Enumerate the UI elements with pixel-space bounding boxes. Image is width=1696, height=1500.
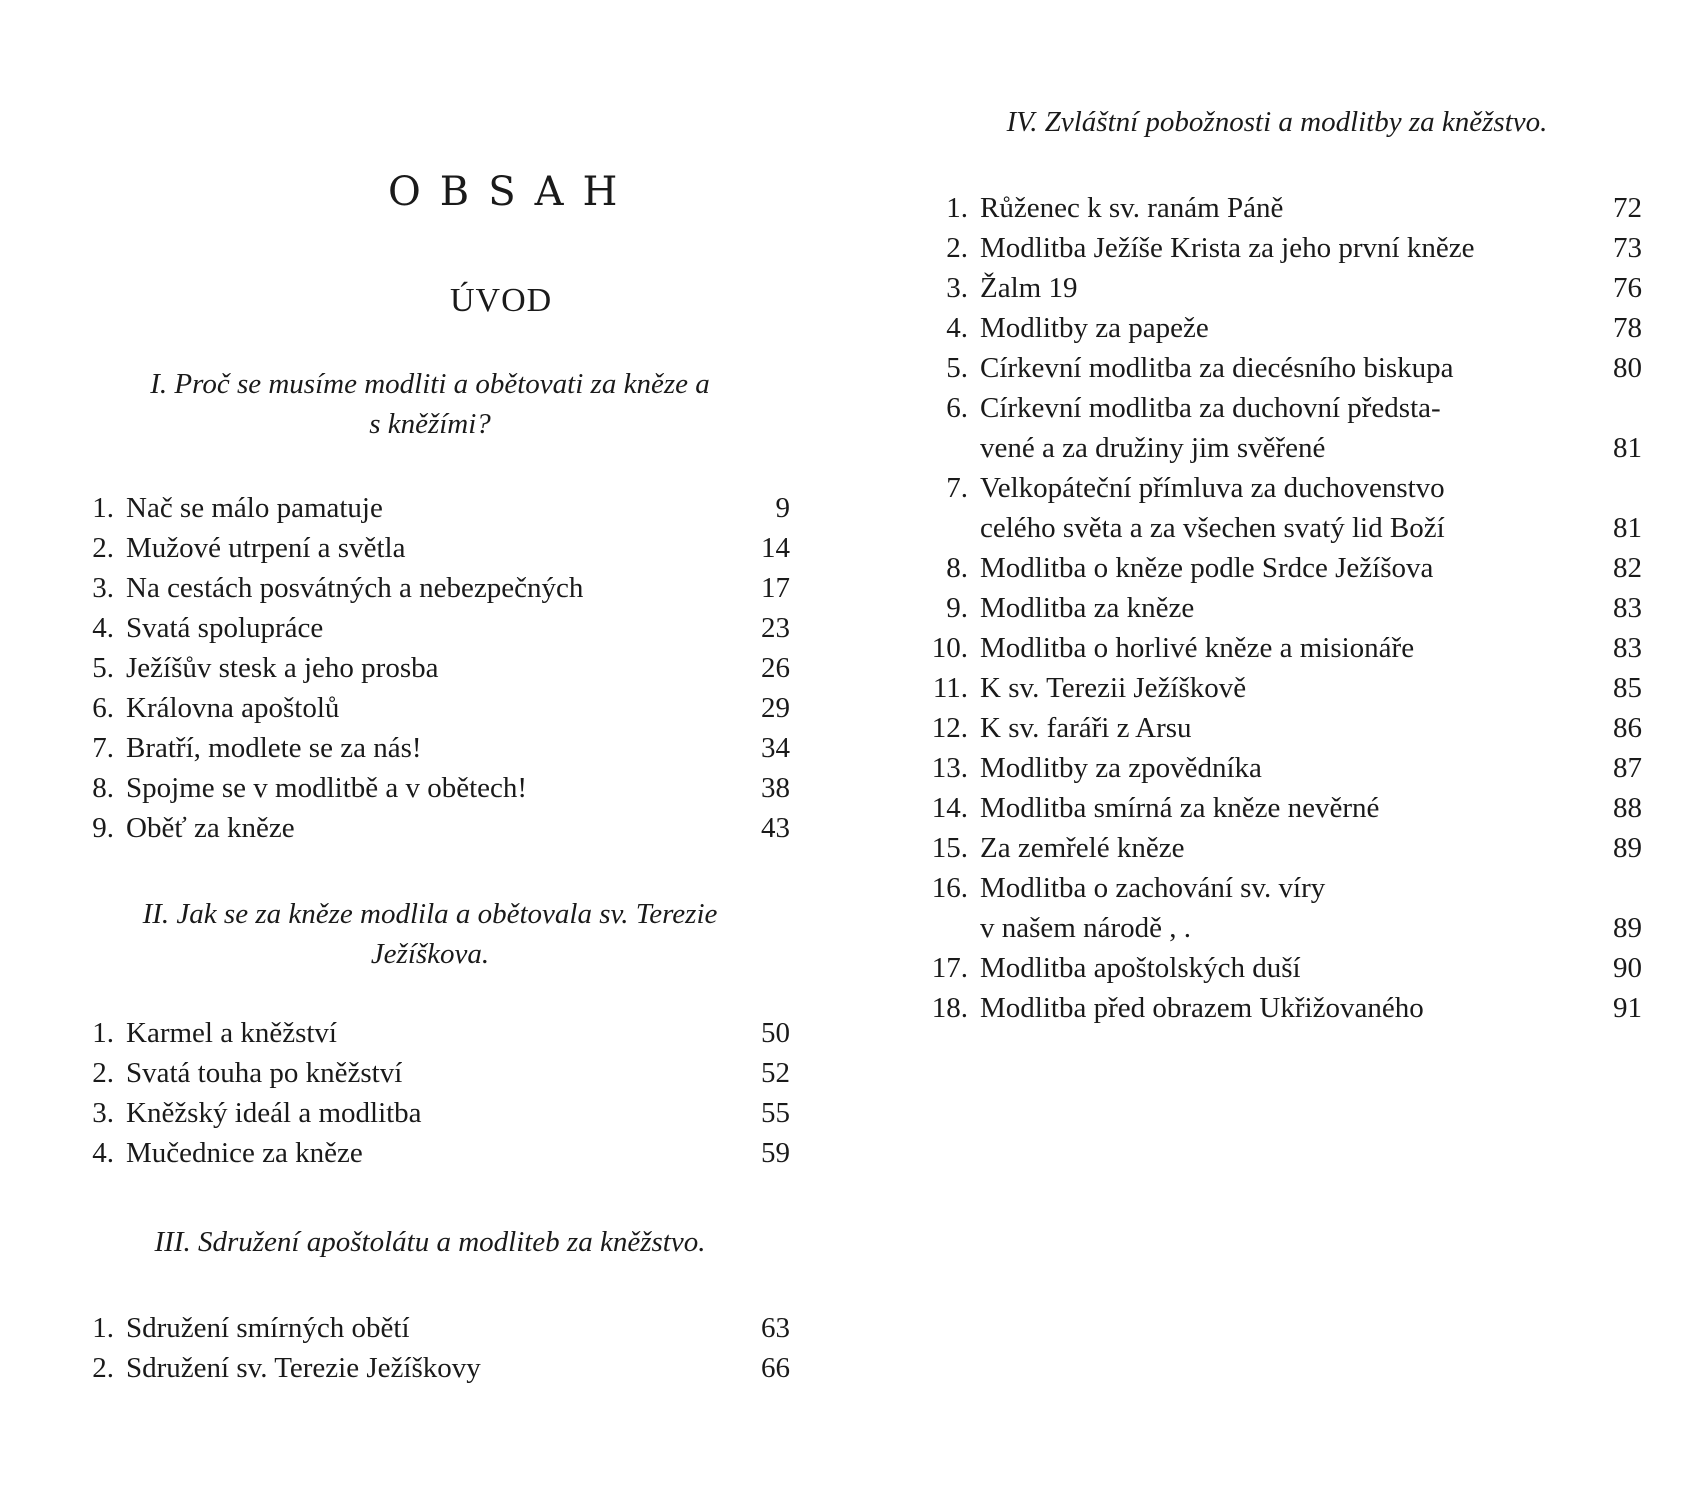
part-heading-line: III. Sdružení apoštolátu a modliteb za kněžstvo. [154,1226,706,1258]
part-3-list [70,1308,790,1388]
toc-entry-number: 8. [946,552,968,584]
toc-entry-title: Modlitba o kněze podle Srdce Ježíšova [980,552,1434,584]
toc-entry-page: 73 [1613,232,1642,264]
toc-entry-number: 10. [931,632,968,664]
toc-entry [912,628,1642,668]
toc-entry-page: 59 [761,1137,790,1169]
toc-entry-title: Na cestách posvátných a nebezpečných [126,572,584,604]
toc-entry [912,988,1642,1028]
toc-entry-number: 5. [92,652,114,684]
toc-entry-page: 26 [761,652,790,684]
toc-entry-title: Kněžský ideál a modlitba [126,1097,422,1129]
toc-entry-page: 81 [1613,432,1642,464]
toc-entry [70,608,790,648]
toc-entry [912,588,1642,628]
toc-entry-number: 9. [92,812,114,844]
toc-entry-number: 3. [92,1097,114,1129]
part-heading-line: II. Jak se za kněze modlila a obětovala sv. Terezie [142,898,718,930]
part-2-list [70,1013,790,1173]
toc-entry-title: Modlitba Ježíše Krista za jeho první kněze [980,232,1475,264]
toc-entry-number: 2. [92,1057,114,1089]
toc-entry-title: Mučednice za kněze [126,1137,363,1169]
toc-entry-title: Sdružení smírných obětí [126,1312,410,1344]
toc-entry-number: 6. [946,392,968,424]
toc-entry-number: 3. [92,572,114,604]
toc-entry [912,828,1642,868]
toc-entry-page: 82 [1613,552,1642,584]
part-2-heading [70,894,790,974]
toc-entry [912,268,1642,308]
toc-entry [70,1133,790,1173]
toc-entry-page: 38 [761,772,790,804]
toc-entry-page: 17 [761,572,790,604]
toc-entry [912,868,1642,948]
part-heading-line: I. Proč se musíme modliti a obětovati za kněze a [150,368,710,400]
toc-entry-number: 2. [92,1352,114,1384]
toc-entry-title: Bratří, modlete se za nás! [126,732,422,764]
toc-entry-title: Za zemřelé kněze [980,832,1185,864]
toc-entry-page: 89 [1613,912,1642,944]
toc-entry-page: 89 [1613,832,1642,864]
toc-entry-number: 18. [931,992,968,1024]
toc-entry [70,1013,790,1053]
toc-entry-title: Modlitby za zpovědníka [980,752,1262,784]
toc-entry-number: 2. [92,532,114,564]
toc-entry [70,808,790,848]
toc-entry-number: 11. [932,672,968,704]
toc-entry-number: 4. [946,312,968,344]
part-heading-line: s kněžími? [369,408,491,440]
toc-entry-title: K sv. Terezii Ježíškově [980,672,1247,704]
toc-entry-page: 88 [1613,792,1642,824]
toc-entry [70,648,790,688]
toc-entry-title: Svatá touha po kněžství [126,1057,403,1089]
toc-entry [70,488,790,528]
toc-entry-number: 4. [92,1137,114,1169]
toc-entry [70,1093,790,1133]
toc-entry-page: 90 [1613,952,1642,984]
toc-entry-page: 23 [761,612,790,644]
toc-entry-title: Svatá spolupráce [126,612,324,644]
part-4-heading [912,102,1642,142]
part-1-heading [70,364,790,444]
toc-entry-title: K sv. faráři z Arsu [980,712,1192,744]
toc-entry-title: Církevní modlitba za diecésního biskupa [980,352,1454,384]
toc-entry [912,228,1642,268]
toc-entry-number: 1. [92,1312,114,1344]
toc-entry [70,1348,790,1388]
toc-entry-number: 16. [931,872,968,904]
toc-entry-page: 83 [1613,592,1642,624]
toc-entry-page: 55 [761,1097,790,1129]
toc-entry-page: 34 [761,732,790,764]
toc-entry [70,768,790,808]
toc-entry-title: Modlitba o horlivé kněze a misionáře [980,632,1415,664]
toc-entry-title: Modlitba apoštolských duší [980,952,1301,984]
toc-entry-title: Žalm 19 [980,272,1078,304]
toc-entry [912,948,1642,988]
toc-entry-title: Modlitba smírná za kněze nevěrné [980,792,1380,824]
intro-heading: ÚVOD [450,282,553,319]
toc-entry [912,188,1642,228]
toc-entry-page: 66 [761,1352,790,1384]
toc-entry-page: 87 [1613,752,1642,784]
toc-entry-page: 72 [1613,192,1642,224]
toc-entry-title: Církevní modlitba za duchovní předsta- vené a za družiny jim svěřené [980,392,1441,464]
part-4-list [912,188,1642,1028]
toc-entry-number: 14. [931,792,968,824]
toc-entry [912,748,1642,788]
toc-entry-title: Mužové utrpení a světla [126,532,406,564]
toc-entry-page: 76 [1613,272,1642,304]
toc-entry-number: 7. [946,472,968,504]
toc-entry-number: 3. [946,272,968,304]
toc-entry-title: Růženec k sv. ranám Páně [980,192,1284,224]
toc-entry [912,548,1642,588]
toc-entry-title: Sdružení sv. Terezie Ježíškovy [126,1352,481,1384]
toc-entry [70,528,790,568]
toc-entry-title: Modlitba za kněze [980,592,1195,624]
toc-entry [912,468,1642,548]
toc-entry [912,668,1642,708]
toc-entry-page: 9 [775,492,790,524]
toc-entry-number: 15. [931,832,968,864]
toc-entry-page: 29 [761,692,790,724]
part-3-heading [70,1222,790,1262]
toc-entry-title: Karmel a kněžství [126,1017,337,1049]
page-title: OBSAH [388,168,637,215]
toc-entry-number: 1. [92,1017,114,1049]
part-heading-line: Ježíškova. [370,938,490,970]
toc-entry-page: 63 [761,1312,790,1344]
toc-entry-page: 86 [1613,712,1642,744]
toc-entry-title: Ježíšův stesk a jeho prosba [126,652,439,684]
toc-entry-number: 6. [92,692,114,724]
toc-entry [70,568,790,608]
toc-entry-number: 8. [92,772,114,804]
toc-entry-number: 5. [946,352,968,384]
toc-entry-page: 81 [1613,512,1642,544]
toc-entry-number: 12. [931,712,968,744]
toc-entry-title: Velkopáteční přímluva za duchovenstvo celého světa a za všechen svatý lid Boží [980,472,1445,544]
toc-entry-page: 50 [761,1017,790,1049]
toc-entry [70,1308,790,1348]
toc-entry-number: 7. [92,732,114,764]
toc-entry-page: 83 [1613,632,1642,664]
toc-entry [70,688,790,728]
toc-entry-number: 1. [92,492,114,524]
toc-entry [70,1053,790,1093]
toc-entry [912,308,1642,348]
toc-entry-number: 9. [946,592,968,624]
toc-entry-title: Nač se málo pamatuje [126,492,383,524]
part-heading-line: IV. Zvláštní pobožnosti a modlitby za kněžstvo. [1006,106,1548,138]
toc-entry-title: Oběť za kněze [126,812,295,844]
toc-entry-number: 13. [931,752,968,784]
toc-entry-page: 78 [1613,312,1642,344]
toc-entry-title: Modlitba před obrazem Ukřižovaného [980,992,1424,1024]
toc-entry-title: Modlitba o zachování sv. víry v našem národě , . [980,872,1326,944]
toc-entry-number: 4. [92,612,114,644]
toc-entry-page: 43 [761,812,790,844]
toc-entry-page: 85 [1613,672,1642,704]
toc-entry [912,708,1642,748]
toc-entry [912,788,1642,828]
toc-entry-page: 91 [1613,992,1642,1024]
toc-entry-title: Spojme se v modlitbě a v obětech! [126,772,528,804]
toc-entry-number: 17. [931,952,968,984]
toc-entry [912,388,1642,468]
toc-entry [912,348,1642,388]
toc-entry-page: 80 [1613,352,1642,384]
toc-entry-title: Modlitby za papeže [980,312,1209,344]
toc-entry-page: 14 [761,532,790,564]
part-1-list [70,488,790,848]
toc-entry-title: Královna apoštolů [126,692,340,724]
toc-entry-number: 2. [946,232,968,264]
toc-entry-page: 52 [761,1057,790,1089]
toc-entry-number: 1. [946,192,968,224]
toc-entry [70,728,790,768]
